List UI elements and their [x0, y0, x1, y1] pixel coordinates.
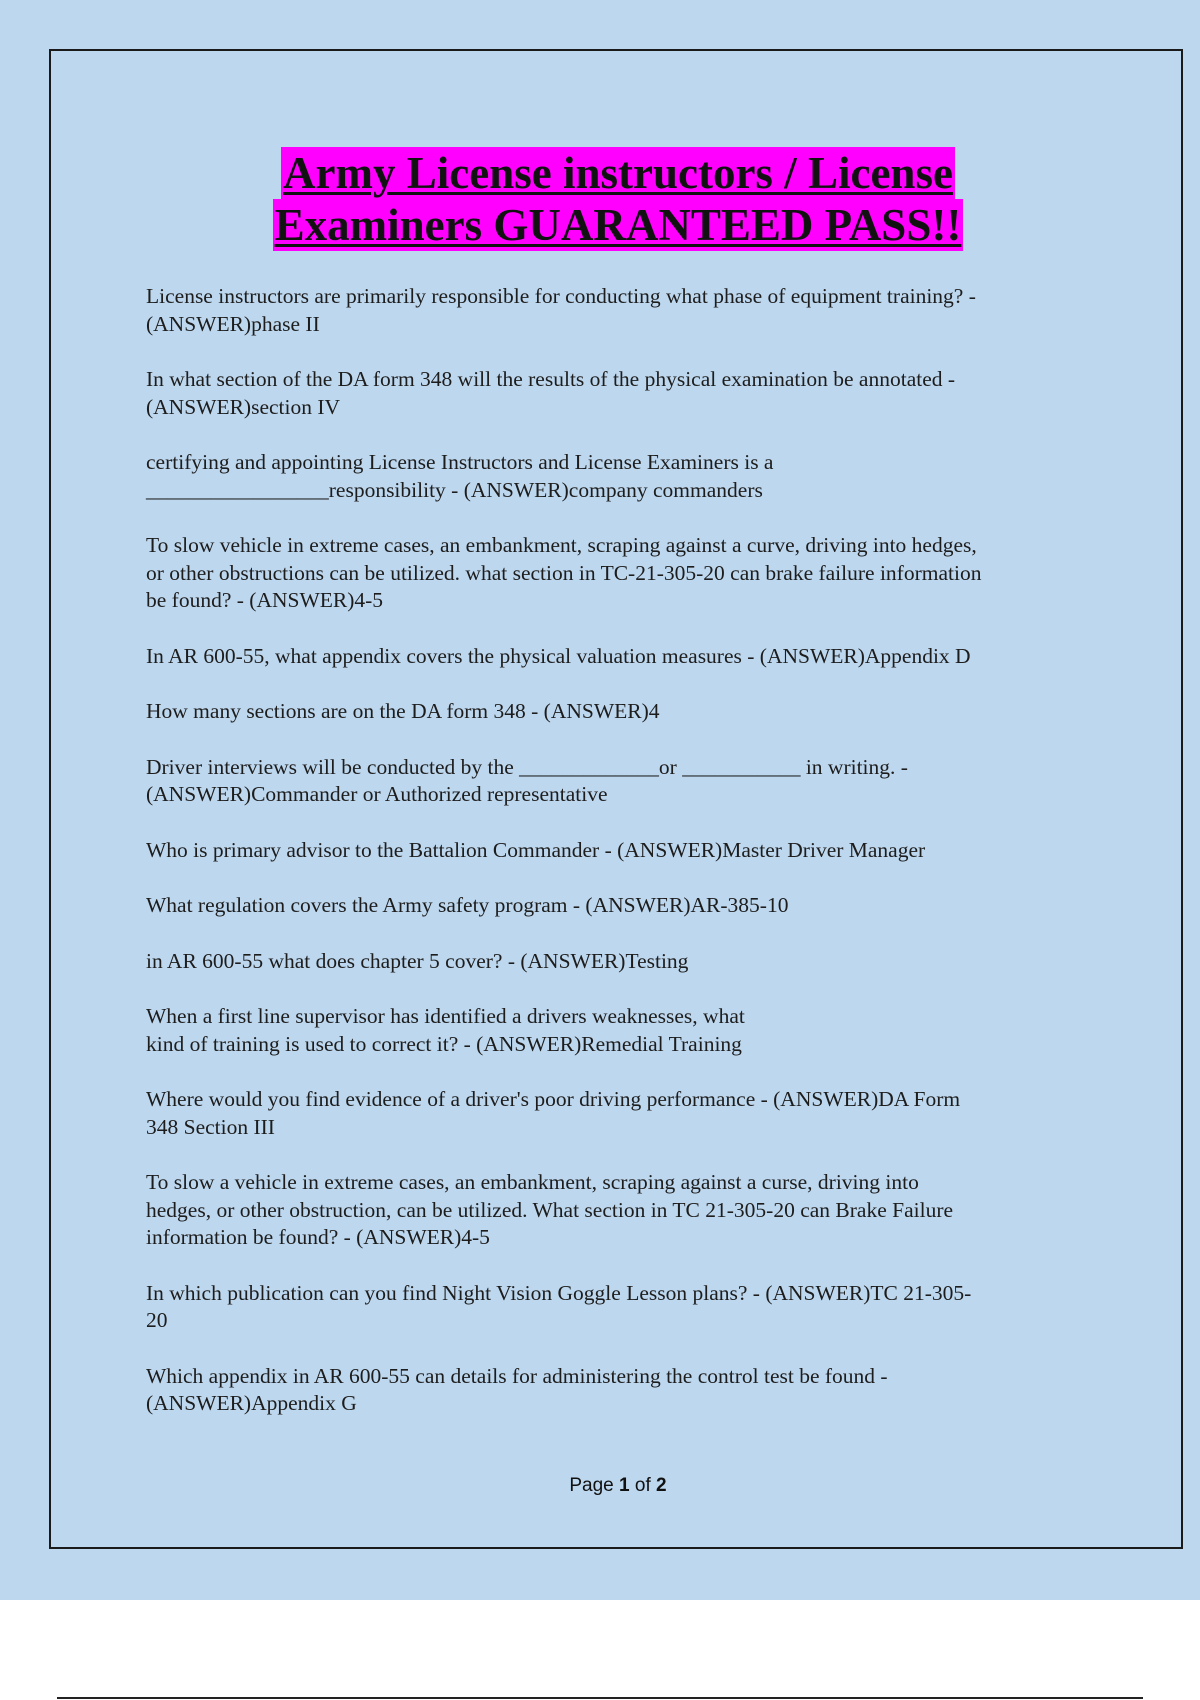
document-title	[51, 147, 1185, 251]
qa-item: Driver interviews will be conducted by the _____________or ___________ in writing. - (ANSWER)Commander or Authorized representative	[146, 754, 908, 806]
title-line-1: Army License instructors / License	[283, 148, 953, 198]
page-label: Page	[569, 1475, 614, 1496]
qa-item: What regulation covers the Army safety program - (ANSWER)AR-385-10	[146, 893, 789, 917]
qa-item: To slow a vehicle in extreme cases, an embankment, scraping against a curse, driving into hedges, or other obstruction, can be utilized. What section in TC 21-305-20 can Brake Failure information be found? - (ANSWER)4-5	[146, 1170, 954, 1249]
title-line-2: Examiners GUARANTEED PASS!!	[274, 200, 962, 250]
page-of-label: of	[634, 1475, 651, 1496]
qa-item: Who is primary advisor to the Battalion Commander - (ANSWER)Master Driver Manager	[146, 837, 926, 862]
total-pages: 2	[656, 1475, 667, 1496]
qa-item: To slow vehicle in extreme cases, an embankment, scraping against a curve, driving into hedges, or other obstructions can be utilized. what section in TC-21-305-20 can brake failure information be found? - (ANSWER)4-5	[146, 533, 982, 612]
qa-item: In what section of the DA form 348 will the results of the physical examination be annotated - (ANSWER)section IV	[146, 367, 956, 419]
qa-item: Where would you find evidence of a driver's poor driving performance - (ANSWER)DA Form 348 Section III	[146, 1087, 961, 1139]
qa-item: certifying and appointing License Instructors and License Examiners is a _________________responsibility - (ANSWER)company commanders	[146, 450, 774, 502]
qa-item: How many sections are on the DA form 348 - (ANSWER)4	[146, 699, 660, 723]
qa-list	[146, 283, 1141, 1446]
page-number	[51, 1475, 1185, 1497]
qa-item: Which appendix in AR 600-55 can details for administering the control test be found - (ANSWER)Appendix G	[146, 1363, 888, 1415]
qa-item: In AR 600-55, what appendix covers the physical valuation measures - (ANSWER)Appendix D	[146, 643, 971, 668]
qa-item: In which publication can you find Night Vision Goggle Lesson plans? - (ANSWER)TC 21-305- 20	[146, 1280, 972, 1332]
qa-item: When a first line supervisor has identified a drivers weaknesses, what kind of training is used to correct it? - (ANSWER)Remedial Training	[146, 1004, 745, 1056]
qa-item: in AR 600-55 what does chapter 5 cover? - (ANSWER)Testing	[146, 948, 689, 973]
qa-item: License instructors are primarily responsible for conducting what phase of equipment training? - (ANSWER)phase II	[146, 284, 976, 336]
current-page: 1	[619, 1475, 630, 1496]
bottom-divider	[57, 1697, 1143, 1699]
page-frame	[49, 49, 1183, 1549]
